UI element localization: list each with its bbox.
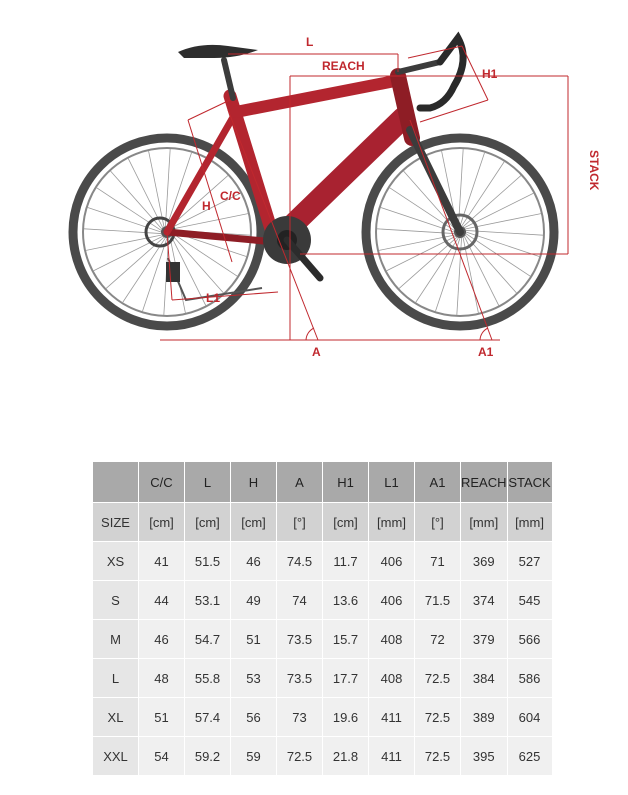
label-l: L [306, 35, 314, 49]
column-header: STACK [507, 462, 552, 503]
table-row [93, 659, 553, 698]
value-cell: 59 [231, 737, 277, 776]
unit-header: [cm] [323, 503, 369, 542]
value-cell: 408 [369, 659, 415, 698]
value-cell: 72.5 [277, 737, 323, 776]
spoke [94, 236, 163, 270]
saddle [178, 45, 258, 58]
value-cell: 71.5 [415, 581, 461, 620]
value-cell: 53.1 [185, 581, 231, 620]
column-header [93, 462, 139, 503]
value-cell: 74.5 [277, 542, 323, 581]
table-row [93, 620, 553, 659]
value-cell: 374 [461, 581, 508, 620]
value-cell: 586 [507, 659, 552, 698]
column-header: L1 [369, 462, 415, 503]
value-cell: 625 [507, 737, 552, 776]
value-cell: 11.7 [323, 542, 369, 581]
top-tube [236, 80, 400, 112]
column-header: C/C [139, 462, 185, 503]
value-cell: 406 [369, 581, 415, 620]
value-cell: 54 [139, 737, 185, 776]
label-a: A [312, 345, 321, 359]
a1-angle-arc [480, 328, 488, 340]
value-cell: 408 [369, 620, 415, 659]
value-cell: 389 [461, 698, 508, 737]
value-cell: 369 [461, 542, 508, 581]
table-row [93, 737, 553, 776]
unit-header: [cm] [185, 503, 231, 542]
size-cell: S [93, 581, 139, 620]
h-top [188, 100, 230, 120]
value-cell: 21.8 [323, 737, 369, 776]
value-cell: 51 [139, 698, 185, 737]
handlebar [420, 38, 463, 108]
value-cell: 72.5 [415, 698, 461, 737]
bike-geometry-svg [0, 0, 628, 370]
value-cell: 395 [461, 737, 508, 776]
value-cell: 13.6 [323, 581, 369, 620]
size-header: SIZE [93, 503, 139, 542]
column-header: H1 [323, 462, 369, 503]
value-cell: 384 [461, 659, 508, 698]
h1-top [408, 46, 462, 58]
value-cell: 56 [231, 698, 277, 737]
table-body [93, 542, 553, 776]
size-cell: XXL [93, 737, 139, 776]
value-cell: 379 [461, 620, 508, 659]
size-cell: M [93, 620, 139, 659]
column-header: REACH [461, 462, 508, 503]
spoke [88, 207, 161, 232]
bike-geometry-diagram [0, 0, 628, 370]
value-cell: 604 [507, 698, 552, 737]
value-cell: 53 [231, 659, 277, 698]
value-cell: 72.5 [415, 659, 461, 698]
value-cell: 19.6 [323, 698, 369, 737]
geometry-table [92, 461, 553, 776]
column-header: L [185, 462, 231, 503]
unit-header: [°] [277, 503, 323, 542]
label-stack: STACK [587, 150, 601, 191]
label-h: H [202, 199, 211, 213]
label-a1: A1 [478, 345, 494, 359]
value-cell: 15.7 [323, 620, 369, 659]
unit-header: [mm] [369, 503, 415, 542]
value-cell: 46 [139, 620, 185, 659]
bike-components [166, 38, 463, 300]
table-row [93, 698, 553, 737]
unit-header: [cm] [231, 503, 277, 542]
value-cell: 51 [231, 620, 277, 659]
value-cell: 55.8 [185, 659, 231, 698]
table-row [93, 581, 553, 620]
value-cell: 46 [231, 542, 277, 581]
value-cell: 406 [369, 542, 415, 581]
value-cell: 41 [139, 542, 185, 581]
value-cell: 527 [507, 542, 552, 581]
stem [398, 62, 440, 72]
value-cell: 59.2 [185, 737, 231, 776]
column-header: H [231, 462, 277, 503]
column-header: A [277, 462, 323, 503]
value-cell: 72.5 [415, 737, 461, 776]
value-cell: 71 [415, 542, 461, 581]
label-h1: H1 [482, 67, 498, 81]
value-cell: 73.5 [277, 620, 323, 659]
value-cell: 74 [277, 581, 323, 620]
value-cell: 566 [507, 620, 552, 659]
size-cell: L [93, 659, 139, 698]
value-cell: 44 [139, 581, 185, 620]
label-cc: C/C [220, 189, 241, 203]
a-angle-arc [306, 328, 314, 340]
label-reach: REACH [322, 59, 365, 73]
value-cell: 17.7 [323, 659, 369, 698]
value-cell: 73 [277, 698, 323, 737]
value-cell: 72 [415, 620, 461, 659]
unit-header: [mm] [461, 503, 508, 542]
table-header-row [93, 462, 553, 503]
value-cell: 411 [369, 698, 415, 737]
value-cell: 54.7 [185, 620, 231, 659]
rear-derailleur [166, 262, 180, 282]
value-cell: 51.5 [185, 542, 231, 581]
spoke [84, 229, 161, 234]
spoke [142, 238, 167, 311]
size-cell: XS [93, 542, 139, 581]
value-cell: 411 [369, 737, 415, 776]
table-row [93, 542, 553, 581]
value-cell: 73.5 [277, 659, 323, 698]
table-units-row [93, 503, 553, 542]
label-l1: L1 [206, 291, 221, 305]
unit-header: [cm] [139, 503, 185, 542]
unit-header: [°] [415, 503, 461, 542]
value-cell: 545 [507, 581, 552, 620]
value-cell: 49 [231, 581, 277, 620]
unit-header: [mm] [507, 503, 552, 542]
bike-frame [167, 60, 460, 242]
value-cell: 57.4 [185, 698, 231, 737]
spoke [97, 188, 161, 231]
size-cell: XL [93, 698, 139, 737]
value-cell: 48 [139, 659, 185, 698]
column-header: A1 [415, 462, 461, 503]
spoke [165, 149, 170, 226]
